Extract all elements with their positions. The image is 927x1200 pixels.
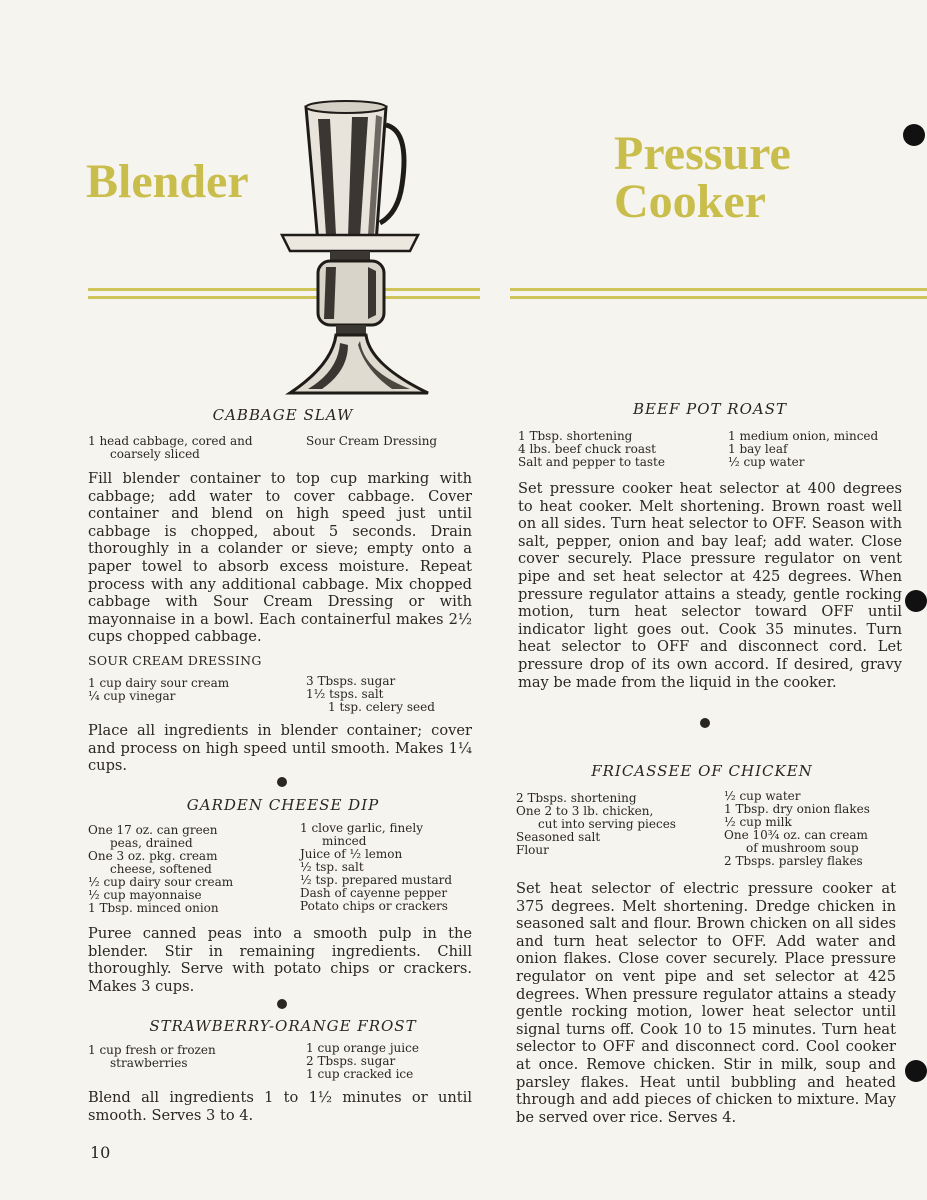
ingredient: One 10¾ oz. can cream bbox=[724, 828, 868, 842]
ingredient: Flour bbox=[516, 843, 549, 857]
ingredient: Juice of ½ lemon bbox=[300, 847, 403, 861]
ingredient: 2 Tbsps. parsley flakes bbox=[724, 854, 863, 868]
ingredient: Potato chips or crackers bbox=[300, 899, 448, 913]
cabbage-slaw-ingredients-left bbox=[88, 435, 253, 461]
binder-hole bbox=[905, 1060, 927, 1082]
ingredient: ½ cup water bbox=[724, 789, 801, 803]
ingredient: 4 lbs. beef chuck roast bbox=[518, 442, 656, 456]
ingredient: ½ tsp. salt bbox=[300, 860, 364, 874]
ingredient: 1 cup dairy sour cream bbox=[88, 676, 230, 690]
heading-line2: Cooker bbox=[614, 175, 766, 228]
ingredient: One 3 oz. pkg. cream bbox=[88, 849, 218, 863]
sour-cream-directions: Place all ingredients in blender container; cover and process on high speed until smooth. Makes 1¼ cups. bbox=[88, 722, 472, 775]
blender-heading: Blender bbox=[86, 155, 249, 208]
fricassee-directions: Set heat selector of electric pressure cooker at 375 degrees. Melt shortening. Dredge chicken in seasoned salt and flour. Brown chicken on all sides and turn heat selector to OFF. Add water and onion flakes. Close cover securely. Place pressure regulator on vent pipe and set selector at 425 degrees. When pressure regulator attains a steady gentle rocking motion, lower heat selector until signal turns off. Cook 10 to 15 minutes. Turn heat selector to OFF and disconnect cord. Cool cooker at once. Remove chicken. Stir in milk, soup and parsley flakes. Heat until bubbling and heated through and add pieces of chicken to mixture. May be served over rice. Serves 4. bbox=[516, 880, 896, 1126]
ingredient: Dash of cayenne pepper bbox=[300, 886, 448, 900]
ingredient: One 2 to 3 lb. chicken, bbox=[516, 804, 654, 818]
ingredient: 1½ tsps. salt bbox=[306, 687, 384, 701]
binder-hole bbox=[903, 124, 925, 146]
ingredient: 1 head cabbage, cored and bbox=[88, 434, 253, 448]
garden-dip-ingredients-left bbox=[88, 824, 233, 915]
blender-illustration bbox=[278, 95, 438, 400]
separator-dot bbox=[700, 718, 710, 728]
ingredient: 1 cup fresh or frozen bbox=[88, 1043, 216, 1057]
garden-dip-title: GARDEN CHEESE DIP bbox=[186, 796, 380, 814]
pot-roast-title: BEEF POT ROAST bbox=[633, 400, 787, 418]
frost-ingredients-left bbox=[88, 1044, 216, 1070]
ingredient: Seasoned salt bbox=[516, 830, 601, 844]
ingredient: ½ cup mayonnaise bbox=[88, 888, 202, 902]
ingredient: ½ tsp. prepared mustard bbox=[300, 873, 453, 887]
ingredient: 2 Tbsps. sugar bbox=[306, 1054, 396, 1068]
ingredient: 3 Tbsps. sugar bbox=[306, 674, 396, 688]
ingredient: 1 cup cracked ice bbox=[306, 1067, 414, 1081]
sour-cream-ingredients-left bbox=[88, 677, 229, 703]
ingredient: strawberries bbox=[110, 1056, 188, 1070]
sour-cream-title: SOUR CREAM DRESSING bbox=[88, 653, 262, 668]
ingredient: 1 medium onion, minced bbox=[728, 429, 879, 443]
ingredient: 1 clove garlic, finely bbox=[300, 821, 423, 835]
binder-hole bbox=[905, 590, 927, 612]
garden-dip-directions: Puree canned peas into a smooth pulp in the blender. Stir in remaining ingredients. Chill thoroughly. Serve with potato chips or crackers. Makes 3 cups. bbox=[88, 925, 472, 995]
ingredient: Sour Cream Dressing bbox=[306, 434, 438, 448]
page-number: 10 bbox=[90, 1143, 111, 1162]
fricassee-ingredients-left bbox=[516, 792, 676, 857]
ingredient: minced bbox=[322, 834, 367, 848]
ingredient: peas, drained bbox=[110, 836, 193, 850]
pot-roast-ingredients-left bbox=[518, 430, 665, 469]
separator-dot bbox=[277, 777, 287, 787]
pressure-cooker-heading bbox=[614, 127, 791, 228]
sour-cream-ingredients-right bbox=[306, 675, 435, 714]
frost-ingredients-right bbox=[306, 1042, 419, 1081]
garden-dip-ingredients-right bbox=[300, 822, 452, 913]
ingredient: 1 Tbsp. dry onion flakes bbox=[724, 802, 870, 816]
ingredient: coarsely sliced bbox=[110, 447, 200, 461]
ingredient: cut into serving pieces bbox=[538, 817, 676, 831]
fricassee-title: FRICASSEE OF CHICKEN bbox=[591, 762, 813, 780]
cabbage-slaw-title: CABBAGE SLAW bbox=[212, 406, 354, 424]
ingredient: Salt and pepper to taste bbox=[518, 455, 665, 469]
cabbage-slaw-ingredients-right bbox=[306, 435, 437, 448]
ingredient: 1 Tbsp. shortening bbox=[518, 429, 633, 443]
cabbage-slaw-directions: Fill blender container to top cup marking with cabbage; add water to cover cabbage. Cover container and blend on high speed just until cabbage is chopped, about 5 seconds. Drain thoroughly in a colander or sieve; empty onto a paper towel to absorb excess moisture. Repeat process with any additional cabbage. Mix chopped cabbage with Sour Cream Dressing or with mayonnaise in a bowl. Each containerful makes 2½ cups chopped cabbage. bbox=[88, 470, 472, 646]
ingredient: ½ cup dairy sour cream bbox=[88, 875, 234, 889]
ingredient: cheese, softened bbox=[110, 862, 212, 876]
pot-roast-ingredients-right bbox=[728, 430, 878, 469]
ingredient: 1 bay leaf bbox=[728, 442, 788, 456]
ingredient: One 17 oz. can green bbox=[88, 823, 218, 837]
ingredient: 1 tsp. celery seed bbox=[328, 700, 435, 714]
pot-roast-directions: Set pressure cooker heat selector at 400 degrees to heat cooker. Melt shortening. Brown roast well on all sides. Turn heat selector to OFF. Season with salt, pepper, onion and bay leaf; add water. Close cover securely. Place pressure regulator on vent pipe and set heat selector at 425 degrees. When pressure regulator attains a steady, gentle rocking motion, turn heat selector toward OFF until indicator light goes out. Cook 35 minutes. Turn heat selector to OFF and disconnect cord. Let pressure drop of its own accord. If desired, gravy may be made from the liquid in the cooker. bbox=[518, 480, 902, 691]
ingredient: 2 Tbsps. shortening bbox=[516, 791, 637, 805]
ingredient: 1 Tbsp. minced onion bbox=[88, 901, 219, 915]
ingredient: ½ cup milk bbox=[724, 815, 792, 829]
separator-dot bbox=[277, 999, 287, 1009]
heading-line1: Pressure bbox=[614, 127, 791, 180]
fricassee-ingredients-right bbox=[724, 790, 870, 868]
ingredient: of mushroom soup bbox=[746, 841, 859, 855]
frost-directions: Blend all ingredients 1 to 1½ minutes or until smooth. Serves 3 to 4. bbox=[88, 1089, 472, 1124]
ingredient: 1 cup orange juice bbox=[306, 1041, 419, 1055]
ingredient: ½ cup water bbox=[728, 455, 805, 469]
ingredient: ¼ cup vinegar bbox=[88, 689, 176, 703]
frost-title: STRAWBERRY-ORANGE FROST bbox=[149, 1017, 417, 1035]
